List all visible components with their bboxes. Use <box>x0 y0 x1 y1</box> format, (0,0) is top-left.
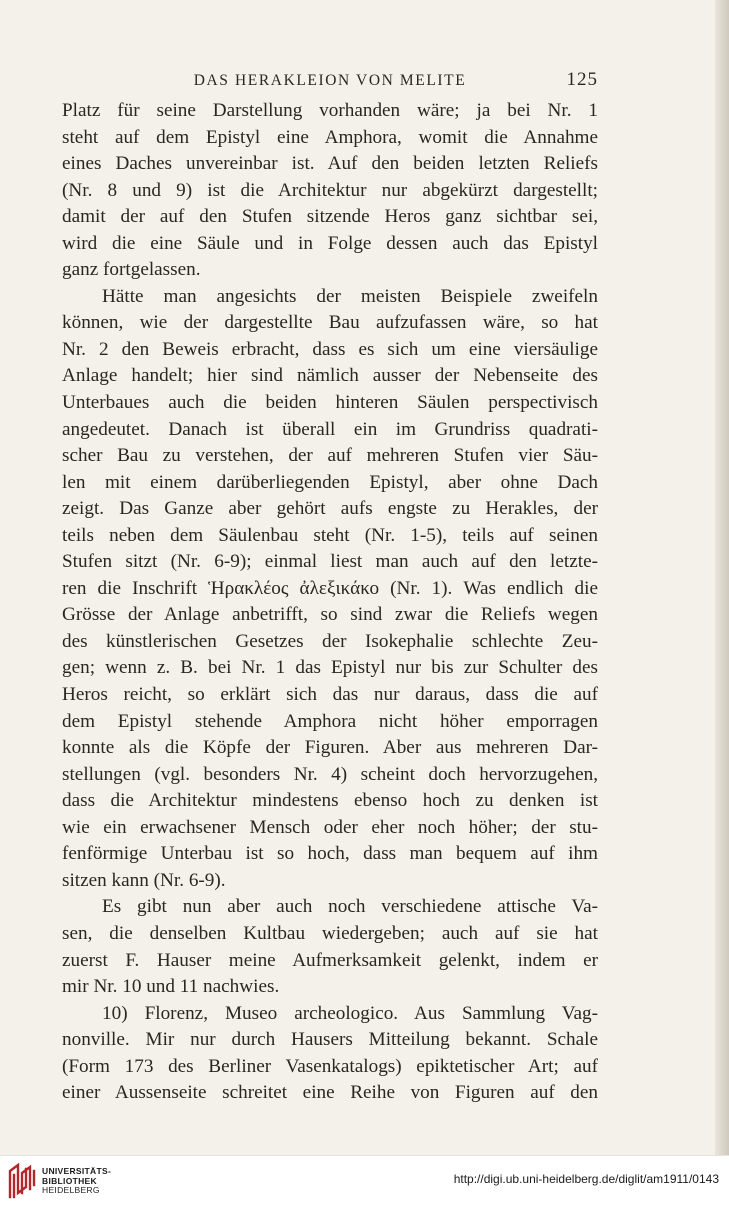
text-line: Unterbaues auch die beiden hinteren Säulen perspectivisch <box>62 392 598 414</box>
permalink-url[interactable]: http://digi.ub.uni-heidelberg.de/diglit/am1911/0143 <box>453 1172 719 1186</box>
text-line: Nr. 2 den Beweis erbracht, dass es sich um eine viersäulige <box>62 338 598 360</box>
text-line: fenförmige Unterbau ist so hoch, dass man bequem auf ihm <box>62 843 598 865</box>
text-line: Heros reicht, so erklärt sich das nur daraus, dass die auf <box>62 684 598 706</box>
body-text <box>62 98 598 1107</box>
text-line: Platz für seine Darstellung vorhanden wäre; ja bei Nr. 1 <box>62 100 598 121</box>
text-line: des künstlerischen Gesetzes der Isokephalie schlechte Zeu- <box>62 630 598 652</box>
library-name <box>42 1167 111 1196</box>
library-name-line1: UNIVERSITÄTS- <box>42 1166 112 1176</box>
text-line: konnte als die Köpfe der Figuren. Aber aus mehreren Dar- <box>62 737 598 759</box>
text-line: gen; wenn z. B. bei Nr. 1 das Epistyl nur bis zur Schulter des <box>62 657 598 679</box>
text-line: ren die Inschrift Ἡρακλέος ἀλεξικάκο (Nr. 1). Was endlich die <box>62 577 598 599</box>
text-line: mir Nr. 10 und 11 nachwies. <box>62 976 280 998</box>
page-number: 125 <box>566 69 598 90</box>
text-line: damit der auf den Stufen sitzende Heros ganz sichtbar sei, <box>62 206 598 228</box>
text-line: Stufen sitzt (Nr. 6-9); einmal liest man auch auf den letzte- <box>62 551 598 573</box>
footer-divider <box>0 1155 729 1156</box>
text-line: Hätte man angesichts der meisten Beispiele zweifeln <box>102 285 598 307</box>
page-edge-shadow <box>715 0 729 1155</box>
text-line: dem Epistyl stehende Amphora nicht höher emporragen <box>62 710 598 732</box>
text-line: (Form 173 des Berliner Vasenkatalogs) epiktetischer Art; auf <box>62 1055 598 1077</box>
text-line: sitzen kann (Nr. 6-9). <box>62 869 226 891</box>
running-head: DAS HERAKLEION VON MELITE <box>193 72 467 89</box>
text-line: 10) Florenz, Museo archeologico. Aus Sammlung Vag- <box>102 1002 598 1024</box>
text-line: zuerst F. Hauser meine Aufmerksamkeit gelenkt, indem er <box>62 949 598 971</box>
library-name-line3: HEIDELBERG <box>42 1185 100 1195</box>
text-line: wie ein erwachsener Mensch oder eher noch höher; der stu- <box>62 816 598 838</box>
text-line: eines Daches unvereinbar ist. Auf den beiden letzten Reliefs <box>62 153 598 175</box>
text-line: stellungen (vgl. besonders Nr. 4) scheint doch hervorzugehen, <box>62 763 598 785</box>
text-line: können, wie der dargestellte Bau aufzufassen wäre, so hat <box>62 312 598 334</box>
text-line: (Nr. 8 und 9) ist die Architektur nur abgekürzt dargestellt; <box>62 179 598 201</box>
text-line: nonville. Mir nur durch Hausers Mitteilung bekannt. Schale <box>62 1029 598 1051</box>
library-name-line2: BIBLIOTHEK <box>42 1175 97 1186</box>
text-line: teils neben dem Säulenbau steht (Nr. 1-5), teils auf seinen <box>62 524 598 546</box>
page-header <box>62 68 598 94</box>
text-line: wird die eine Säule und in Folge dessen auch das Epistyl <box>62 232 598 254</box>
text-line: steht auf dem Epistyl eine Amphora, womit die Annahme <box>62 126 598 148</box>
text-line: scher Bau zu verstehen, der auf mehreren Stufen vier Säu- <box>62 445 598 467</box>
text-line: Es gibt nun aber auch noch verschiedene attische Va- <box>102 896 598 918</box>
university-library-logo-icon <box>6 1163 40 1199</box>
footer-bar <box>0 1155 729 1207</box>
text-line: angedeutet. Danach ist überall ein im Grundriss quadrati- <box>62 418 598 440</box>
text-line: ganz fortgelassen. <box>62 259 201 281</box>
text-line: Anlage handelt; hier sind nämlich ausser der Nebenseite des <box>62 365 598 387</box>
text-line: einer Aussenseite schreitet eine Reihe von Figuren auf den <box>62 1082 598 1104</box>
text-line: Grösse der Anlage anbetrifft, so sind zwar die Reliefs wegen <box>62 604 598 626</box>
text-line: len mit einem darüberliegenden Epistyl, aber ohne Dach <box>62 471 598 493</box>
text-line: dass die Architektur mindestens ebenso hoch zu denken ist <box>62 790 598 812</box>
text-line: zeigt. Das Ganze aber gehört aufs engste zu Herakles, der <box>62 498 598 520</box>
text-line: sen, die denselben Kultbau wiedergeben; auch auf sie hat <box>62 922 598 944</box>
